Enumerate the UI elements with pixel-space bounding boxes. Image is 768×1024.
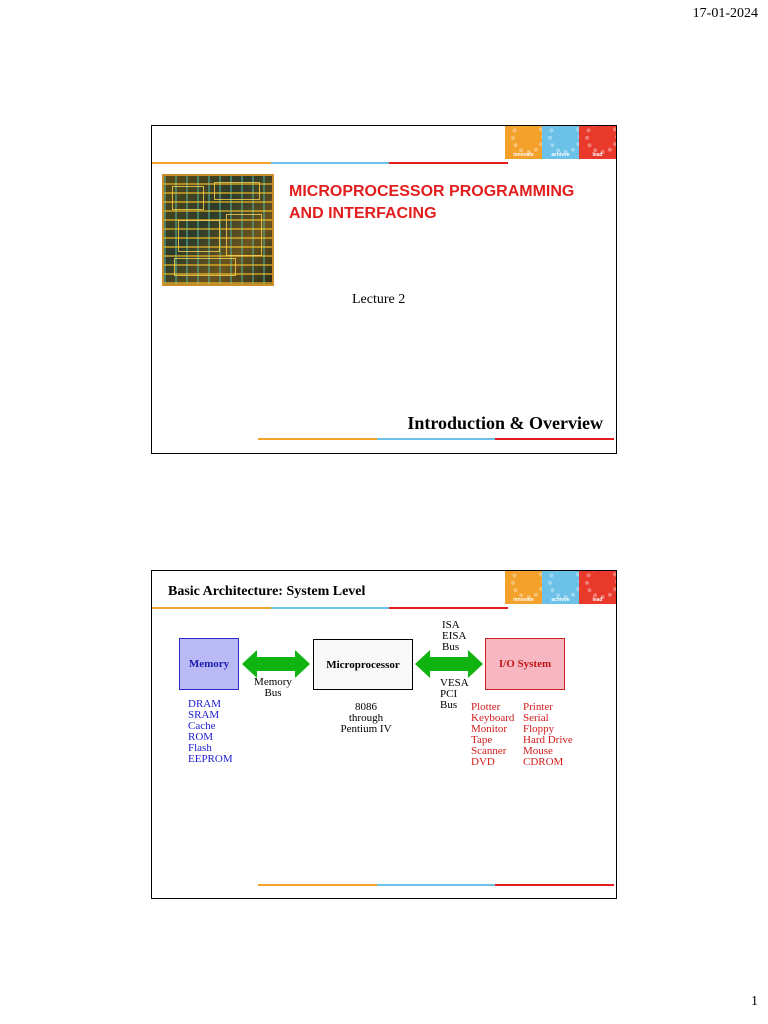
- io-bus-arrow: [415, 649, 483, 679]
- cpu-range-line-1: 8086: [355, 701, 377, 713]
- io-device: CDROM: [523, 756, 564, 768]
- io-device: Tape: [471, 734, 493, 746]
- banner-innovate: [505, 126, 542, 159]
- banner-lead: [579, 126, 616, 159]
- io-device: Hard Drive: [523, 734, 573, 746]
- io-device: Mouse: [523, 745, 553, 757]
- slide-title: [151, 125, 617, 454]
- io-system-block: I/O System: [485, 638, 565, 690]
- cpu-range-line-3: Pentium IV: [340, 723, 392, 735]
- title-line-2: AND INTERFACING: [289, 205, 437, 222]
- top-rule: [152, 607, 508, 609]
- memory-bus-label: [248, 677, 298, 699]
- io-device: Plotter: [471, 701, 501, 713]
- io-device: Monitor: [471, 723, 508, 735]
- lecture-title: [289, 181, 614, 225]
- memory-bus-arrow: [242, 649, 310, 679]
- page-number: 1: [751, 994, 758, 1009]
- io-device: Serial: [523, 712, 549, 724]
- io-bus-top-line-1: ISA: [442, 619, 460, 631]
- memory-type: Cache: [188, 720, 216, 732]
- io-devices-column-2: [523, 702, 573, 768]
- memory-type: Flash: [188, 742, 212, 754]
- io-device: Keyboard: [471, 712, 515, 724]
- memory-block: Memory: [179, 638, 239, 690]
- memory-bus-line-2: Bus: [264, 687, 282, 699]
- io-device: Printer: [523, 701, 553, 713]
- io-device: DVD: [471, 756, 495, 768]
- lecture-number: Lecture 2: [352, 292, 406, 307]
- page-date: 17-01-2024: [692, 6, 758, 21]
- banner-innovate: [505, 571, 542, 604]
- title-line-1: MICROPROCESSOR PROGRAMMING: [289, 183, 575, 200]
- io-device: Floppy: [523, 723, 555, 735]
- memory-type: ROM: [188, 731, 214, 743]
- bottom-rule: [258, 438, 614, 440]
- banner-label-achieve: achieve: [551, 597, 570, 603]
- top-rule: [152, 162, 508, 164]
- banner-label-innovate: innovate: [513, 597, 534, 603]
- slide-subtitle: Introduction & Overview: [407, 413, 603, 433]
- io-bus-top-line-2: EISA: [442, 630, 467, 642]
- brand-banner: [505, 571, 616, 604]
- banner-achieve: [542, 126, 579, 159]
- memory-types-list: [188, 699, 233, 765]
- io-bus-label-top: [442, 620, 466, 653]
- bottom-rule: [258, 884, 614, 886]
- io-device: Scanner: [471, 745, 507, 757]
- cpu-range-label: [326, 702, 406, 735]
- banner-label-lead: lead: [592, 597, 603, 603]
- io-bus-label-bottom: [440, 678, 469, 711]
- io-bus-bottom-line-3: Bus: [440, 699, 458, 711]
- brand-banner: [505, 126, 616, 159]
- banner-label-achieve: achieve: [551, 152, 570, 158]
- slide-heading: Basic Architecture: System Level: [168, 584, 366, 599]
- cpu-range-line-2: through: [348, 712, 384, 724]
- memory-type: DRAM: [188, 698, 222, 710]
- io-bus-bottom-line-1: VESA: [440, 677, 469, 689]
- memory-bus-line-1: Memory: [254, 676, 292, 688]
- slide-architecture: [151, 570, 617, 899]
- memory-type: SRAM: [188, 709, 220, 721]
- banner-label-innovate: innovate: [513, 152, 534, 158]
- io-devices-column-1: [471, 702, 514, 768]
- microprocessor-block: Microprocessor: [313, 639, 413, 690]
- banner-achieve: [542, 571, 579, 604]
- io-bus-top-line-3: Bus: [442, 641, 460, 653]
- banner-lead: [579, 571, 616, 604]
- banner-label-lead: lead: [592, 152, 603, 158]
- io-bus-bottom-line-2: PCI: [440, 688, 458, 700]
- memory-type: EEPROM: [188, 753, 233, 765]
- microprocessor-die-image: [162, 174, 274, 286]
